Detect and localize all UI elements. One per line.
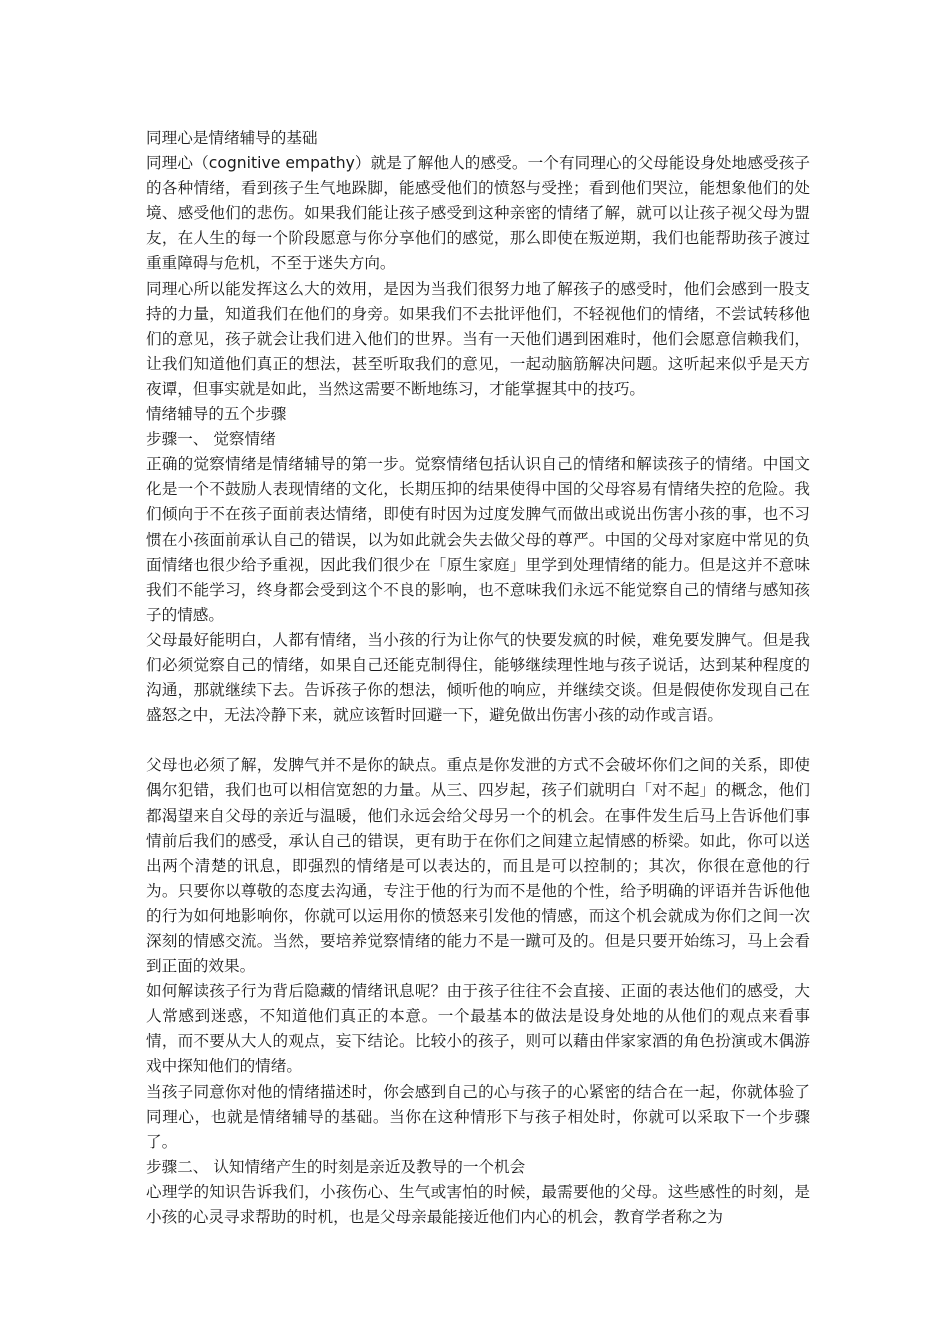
step1-paragraph: 如何解读孩子行为背后隐藏的情绪讯息呢？由于孩子往往不会直接、正面的表达他们的感受，大人常感到迷惑，不知道他们真正的本意。一个最基本的做法是设身处地的从他们的观点来看事情，而不要从大人的观点，妄下结论。比较小的孩子，则可以藉由伴家家酒的角色扮演或木偶游戏中探知他们的情绪。 <box>146 982 810 1076</box>
step2-paragraph: 心理学的知识告诉我们，小孩伤心、生气或害怕的时候，最需要他的父母。这些感性的时刻，是小孩的心灵寻求帮助的时机，也是父母亲最能接近他们内心的机会，教育学者称之为 <box>146 1182 810 1227</box>
paragraph-empathy-definition: 同理心（cognitive empathy）就是了解他人的感受。一个有同理心的父母能设身处地感受孩子的各种情绪，看到孩子生气地跺脚，能感受他们的愤怒与受挫；看到他们哭泣，能想象他们的处境、感受他们的悲伤。如果我们能让孩子感受到这种亲密的情绪了解，就可以让孩子视父母为盟友，在人生的每一个阶段愿意与你分享他们的感觉，那么即使在叛逆期，我们也能帮助孩子渡过重重障碍与危机，不至于迷失方向。 <box>146 154 810 273</box>
step1-paragraph: 当孩子同意你对他的情绪描述时，你会感到自己的心与孩子的心紧密的结合在一起，你就体验了同理心，也就是情绪辅导的基础。当你在这种情形下与孩子相处时，你就可以采取下一个步骤了。 <box>146 1082 810 1151</box>
section-title: 情绪辅导的五个步骤 <box>146 405 287 424</box>
step1-title: 步骤一、 觉察情绪 <box>146 430 276 449</box>
step1-paragraph: 父母最好能明白，人都有情绪，当小孩的行为让你气的快要发疯的时候，难免要发脾气。但是我们必须觉察自己的情绪，如果自己还能克制得住，能够继续理性地与孩子说话，达到某种程度的沟通，那就继续下去。告诉孩子你的想法，倾听他的响应，并继续交谈。但是假使你发现自己在盛怒之中，无法冷静下来，就应该暂时回避一下，避免做出伤害小孩的动作或言语。 <box>146 630 810 725</box>
step1-paragraph: 正确的觉察情绪是情绪辅导的第一步。觉察情绪包括认识自己的情绪和解读孩子的情绪。中国文化是一个不鼓励人表现情绪的文化，长期压抑的结果使得中国的父母容易有情绪失控的危险。我们倾向于不在孩子面前表达情绪，即使有时因为过度发脾气而做出或说出伤害小孩的事，也不习惯在小孩面前承认自己的错误，以为如此就会失去做父母的尊严。中国的父母对家庭中常见的负面情绪也很少给予重视，因此我们很少在「原生家庭」里学到处理情绪的能力。但是这并不意味我们不能学习，终身都会受到这个不良的影响，也不意味我们永远不能觉察自己的情绪与感知孩子的情感。 <box>146 455 810 624</box>
paragraph-empathy-effect: 同理心所以能发挥这么大的效用，是因为当我们很努力地了解孩子的感受时，他们会感到一股支持的力量，知道我们在他们的身旁。如果我们不去批评他们，不轻视他们的情绪，不尝试转移他们的意见，孩子就会让我们进入他们的世界。当有一天他们遇到困难时，他们会愿意信赖我们，让我们知道他们真正的想法，甚至听取我们的意见，一起动脑筋解决问题。这听起来似乎是天方夜谭，但事实就是如此，当然这需要不断地练习，才能掌握其中的技巧。 <box>146 279 810 398</box>
step1-paragraph: 父母也必须了解，发脾气并不是你的缺点。重点是你发泄的方式不会破坏你们之间的关系，即使偶尔犯错，我们也可以相信宽恕的力量。从三、四岁起，孩子们就明白「对不起」的概念，他们都渴望来自父母的亲近与温暖，他们永远会给父母另一个的机会。在事件发生后马上告诉他们事情前后我们的感受，承认自己的错误，更有助于在你们之间建立起情感的桥梁。如此，你可以送出两个清楚的讯息，即强烈的情绪是可以表达的，而且是可以控制的；其次，你很在意他的行为。只要你以尊敬的态度去沟通，专注于他的行为而不是他的个性，给予明确的评语并告诉他他的行为如何地影响你，你就可以运用你的愤怒来引发他的情感，而这个机会就成为你们之间一次深刻的情感交流。当然，要培养觉察情绪的能力不是一蹴可及的。但是只要开始练习，马上会看到正面的效果。 <box>146 756 810 976</box>
document-page <box>146 126 810 1230</box>
step2-title: 步骤二、 认知情绪产生的时刻是亲近及教导的一个机会 <box>146 1157 526 1176</box>
document-title: 同理心是情绪辅导的基础 <box>146 129 318 147</box>
blank-line <box>146 728 810 753</box>
